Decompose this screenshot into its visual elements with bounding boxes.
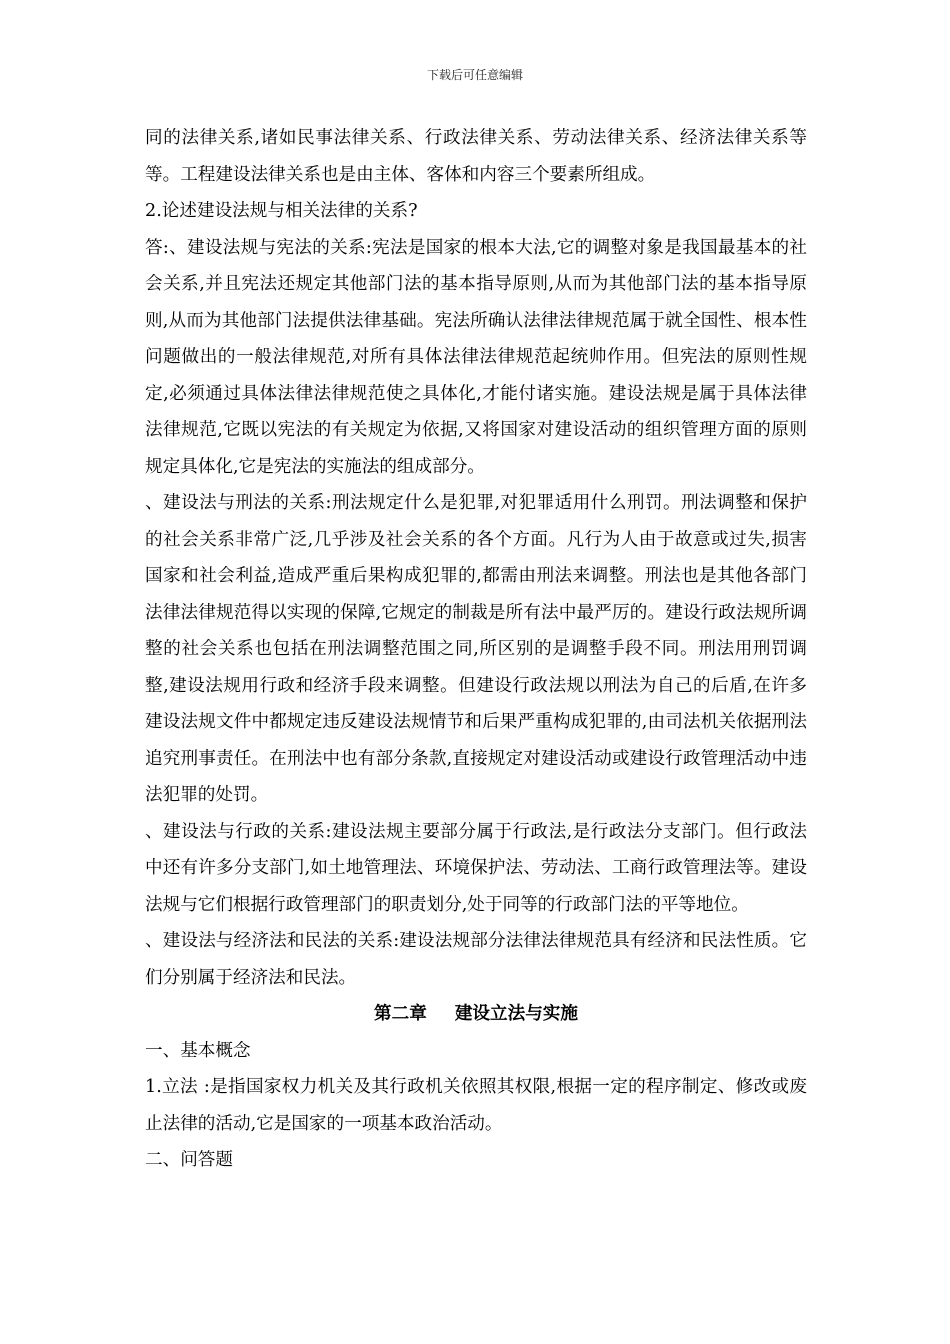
paragraph-administrative-law: 、建设法与行政的关系:建设法规主要部分属于行政法,是行政法分支部门。但行政法中还有许多分支部门,如土地管理法、环境保护法、劳动法、工商行政管理法等。建设法规与它们根据行政管理部门的职责划分,处于同等的行政部门法的平等地位。 <box>145 821 807 915</box>
definition-legislation: 1.立法 :是指国家权力机关及其行政机关依照其权限,根据一定的程序制定、修改或废止法律的活动,它是国家的一项基本政治活动。 <box>145 1077 807 1134</box>
chapter-number: 第二章 <box>374 1003 427 1024</box>
chapter-title: 建设立法与实施 <box>454 1003 578 1024</box>
page-header: 下载后可任意编辑 <box>426 68 523 82</box>
section-heading-concepts: 一、基本概念 <box>145 1040 251 1061</box>
paragraph-economic-civil-law: 、建设法与经济法和民法的关系:建设法规部分法律法律规范具有经济和民法性质。它们分别属于经济法和民法。 <box>145 931 807 988</box>
section-heading-questions: 二、问答题 <box>145 1150 233 1170</box>
document-body <box>145 120 807 1179</box>
chapter-heading <box>145 996 807 1033</box>
paragraph-legal-relations: 同的法律关系,诸如民事法律关系、行政法律关系、劳动法律关系、经济法律关系等等。工程建设法律关系也是由主体、客体和内容三个要素所组成。 <box>145 128 807 185</box>
question-heading: 2.论述建设法规与相关法律的关系? <box>145 201 418 221</box>
paragraph-criminal-law: 、建设法与刑法的关系:刑法规定什么是犯罪,对犯罪适用什么刑罚。刑法调整和保护的社会关系非常广泛,几乎涉及社会关系的各个方面。凡行为人由于故意或过失,损害国家和社会利益,造成严重后果构成犯罪的,都需由刑法来调整。刑法也是其他各部门法律法律规范得以实现的保障,它规定的制裁是所有法中最严厉的。建设行政法规所调整的社会关系也包括在刑法调整范围之同,所区别的是调整手段不同。刑法用刑罚调整,建设法规用行政和经济手段来调整。但建设行政法规以刑法为自己的后盾,在许多建设法规文件中都规定违反建设法规情节和后果严重构成犯罪的,由司法机关依据刑法追究刑事责任。在刑法中也有部分条款,直接规定对建设活动或建设行政管理活动中违法犯罪的处罚。 <box>145 493 807 805</box>
paragraph-constitution: 答:、建设法规与宪法的关系:宪法是国家的根本大法,它的调整对象是我国最基本的社会关系,并且宪法还规定其他部门法的基本指导原则,从而为其他部门法的基本指导原则,从而为其他部门法提供法律基础。宪法所确认法律法律规范属于就全国性、根本性问题做出的一般法律规范,对所有具体法律法律规范起统帅作用。但宪法的原则性规定,必须通过具体法律法律规范使之具体化,才能付诸实施。建设法规是属于具体法律法律规范,它既以宪法的有关规定为依据,又将国家对建设活动的组织管理方面的原则规定具体化,它是宪法的实施法的组成部分。 <box>145 237 807 477</box>
